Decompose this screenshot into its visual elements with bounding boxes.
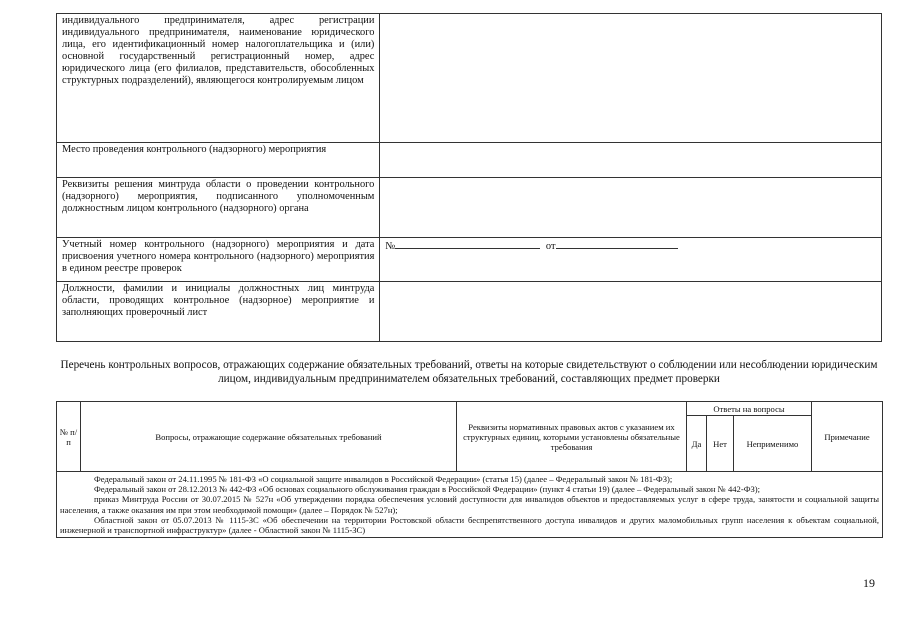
info-label-entity: индивидуального предпринимателя, адрес регистрации индивидуального предпринимателя, наименование юридического лица, его идентификационный номер налогоплательщика и (или) основной государственный регистрационный номер, адрес юридического лица (его филиалов, представительств, обособленных структурных подразделений), являющегося контролируемым лицом bbox=[57, 14, 380, 143]
info-row-officials bbox=[57, 282, 882, 342]
info-value-decision[interactable] bbox=[380, 178, 882, 238]
info-row-location bbox=[57, 143, 882, 178]
info-value-entity[interactable] bbox=[380, 14, 882, 143]
info-row-entity bbox=[57, 14, 882, 143]
info-value-registration[interactable] bbox=[380, 238, 882, 282]
info-value-officials[interactable] bbox=[380, 282, 882, 342]
legal-ref-2: Федеральный закон от 28.12.2013 № 442-ФЗ «Об основах социального обслуживания граждан в Российской Федерации» (пункт 4 статьи 19) (далее – Федеральный закон № 442-ФЗ); bbox=[94, 484, 761, 495]
legal-ref-3: приказ Минтруда России от 30.07.2015 № 527н «Об утверждении порядка обеспечения условий доступности для инвалидов объектов и предоставляемых услуг в сфере труда, занятости и социальной защиты населения, а также оказания им при этом необходимой помощи» (далее – Порядок № 527н); bbox=[60, 494, 880, 515]
header-requisites: Реквизиты нормативных правовых актов с указанием их структурных единиц, которыми установлены обязательные требования bbox=[457, 402, 687, 472]
info-row-registration bbox=[57, 238, 882, 282]
header-questions: Вопросы, отражающие содержание обязательных требований bbox=[81, 402, 457, 472]
checklist-heading: Перечень контрольных вопросов, отражающих содержание обязательных требований, ответы на которые свидетельствуют о соблюдении или несоблюдении юридическим лицом, индивидуальным предпринимателем обязательных требований, составляющих предмет проверки bbox=[60, 359, 878, 385]
header-answers: Ответы на вопросы bbox=[687, 402, 812, 416]
table-header-row-1 bbox=[57, 402, 883, 416]
info-label-decision: Реквизиты решения минтруда области о проведении контрольного (надзорного) мероприятия, подписанного уполномоченным должностным лицом контрольного (надзорного) органа bbox=[57, 178, 380, 238]
info-row-decision bbox=[57, 178, 882, 238]
header-yes: Да bbox=[687, 416, 707, 472]
header-no: Нет bbox=[707, 416, 734, 472]
legal-references-row bbox=[57, 472, 883, 538]
header-number: № п/п bbox=[57, 402, 81, 472]
legal-ref-4: Областной закон от 05.07.2013 № 1115-ЗС «Об обеспечении на территории Ростовской области беспрепятственного доступа инвалидов и других маломобильных групп населения к объектам социальной, инженерной и транспортной инфраструктур» (далее - Областной закон № 1115-ЗС) bbox=[60, 514, 880, 536]
date-prefix: от bbox=[545, 241, 556, 252]
date-blank[interactable] bbox=[556, 239, 678, 249]
number-prefix: № bbox=[385, 241, 396, 252]
legal-ref-1: Федеральный закон от 24.11.1995 № 181-ФЗ «О социальной защите инвалидов в Российской Федерации» (статья 15) (далее – Федеральный закон № 181-ФЗ); bbox=[94, 474, 673, 484]
info-value-location[interactable] bbox=[380, 143, 882, 178]
registration-number-line bbox=[385, 239, 876, 253]
number-blank[interactable] bbox=[395, 239, 540, 249]
legal-references-cell bbox=[57, 472, 883, 538]
control-questions-table bbox=[56, 401, 883, 538]
info-label-registration: Учетный номер контрольного (надзорного) мероприятия и дата присвоения учетного номера контрольного (надзорного) мероприятия в едином реестре проверок bbox=[57, 238, 380, 282]
page-number: 19 bbox=[863, 576, 875, 590]
header-note: Примечание bbox=[812, 402, 883, 472]
info-label-location: Место проведения контрольного (надзорного) мероприятия bbox=[57, 143, 380, 178]
inspection-info-table bbox=[56, 13, 882, 342]
header-not-applicable: Неприменимо bbox=[734, 416, 812, 472]
info-label-officials: Должности, фамилии и инициалы должностных лиц минтруда области, проводящих контрольное (надзорное) мероприятие и заполняющих проверочный лист bbox=[57, 282, 380, 342]
